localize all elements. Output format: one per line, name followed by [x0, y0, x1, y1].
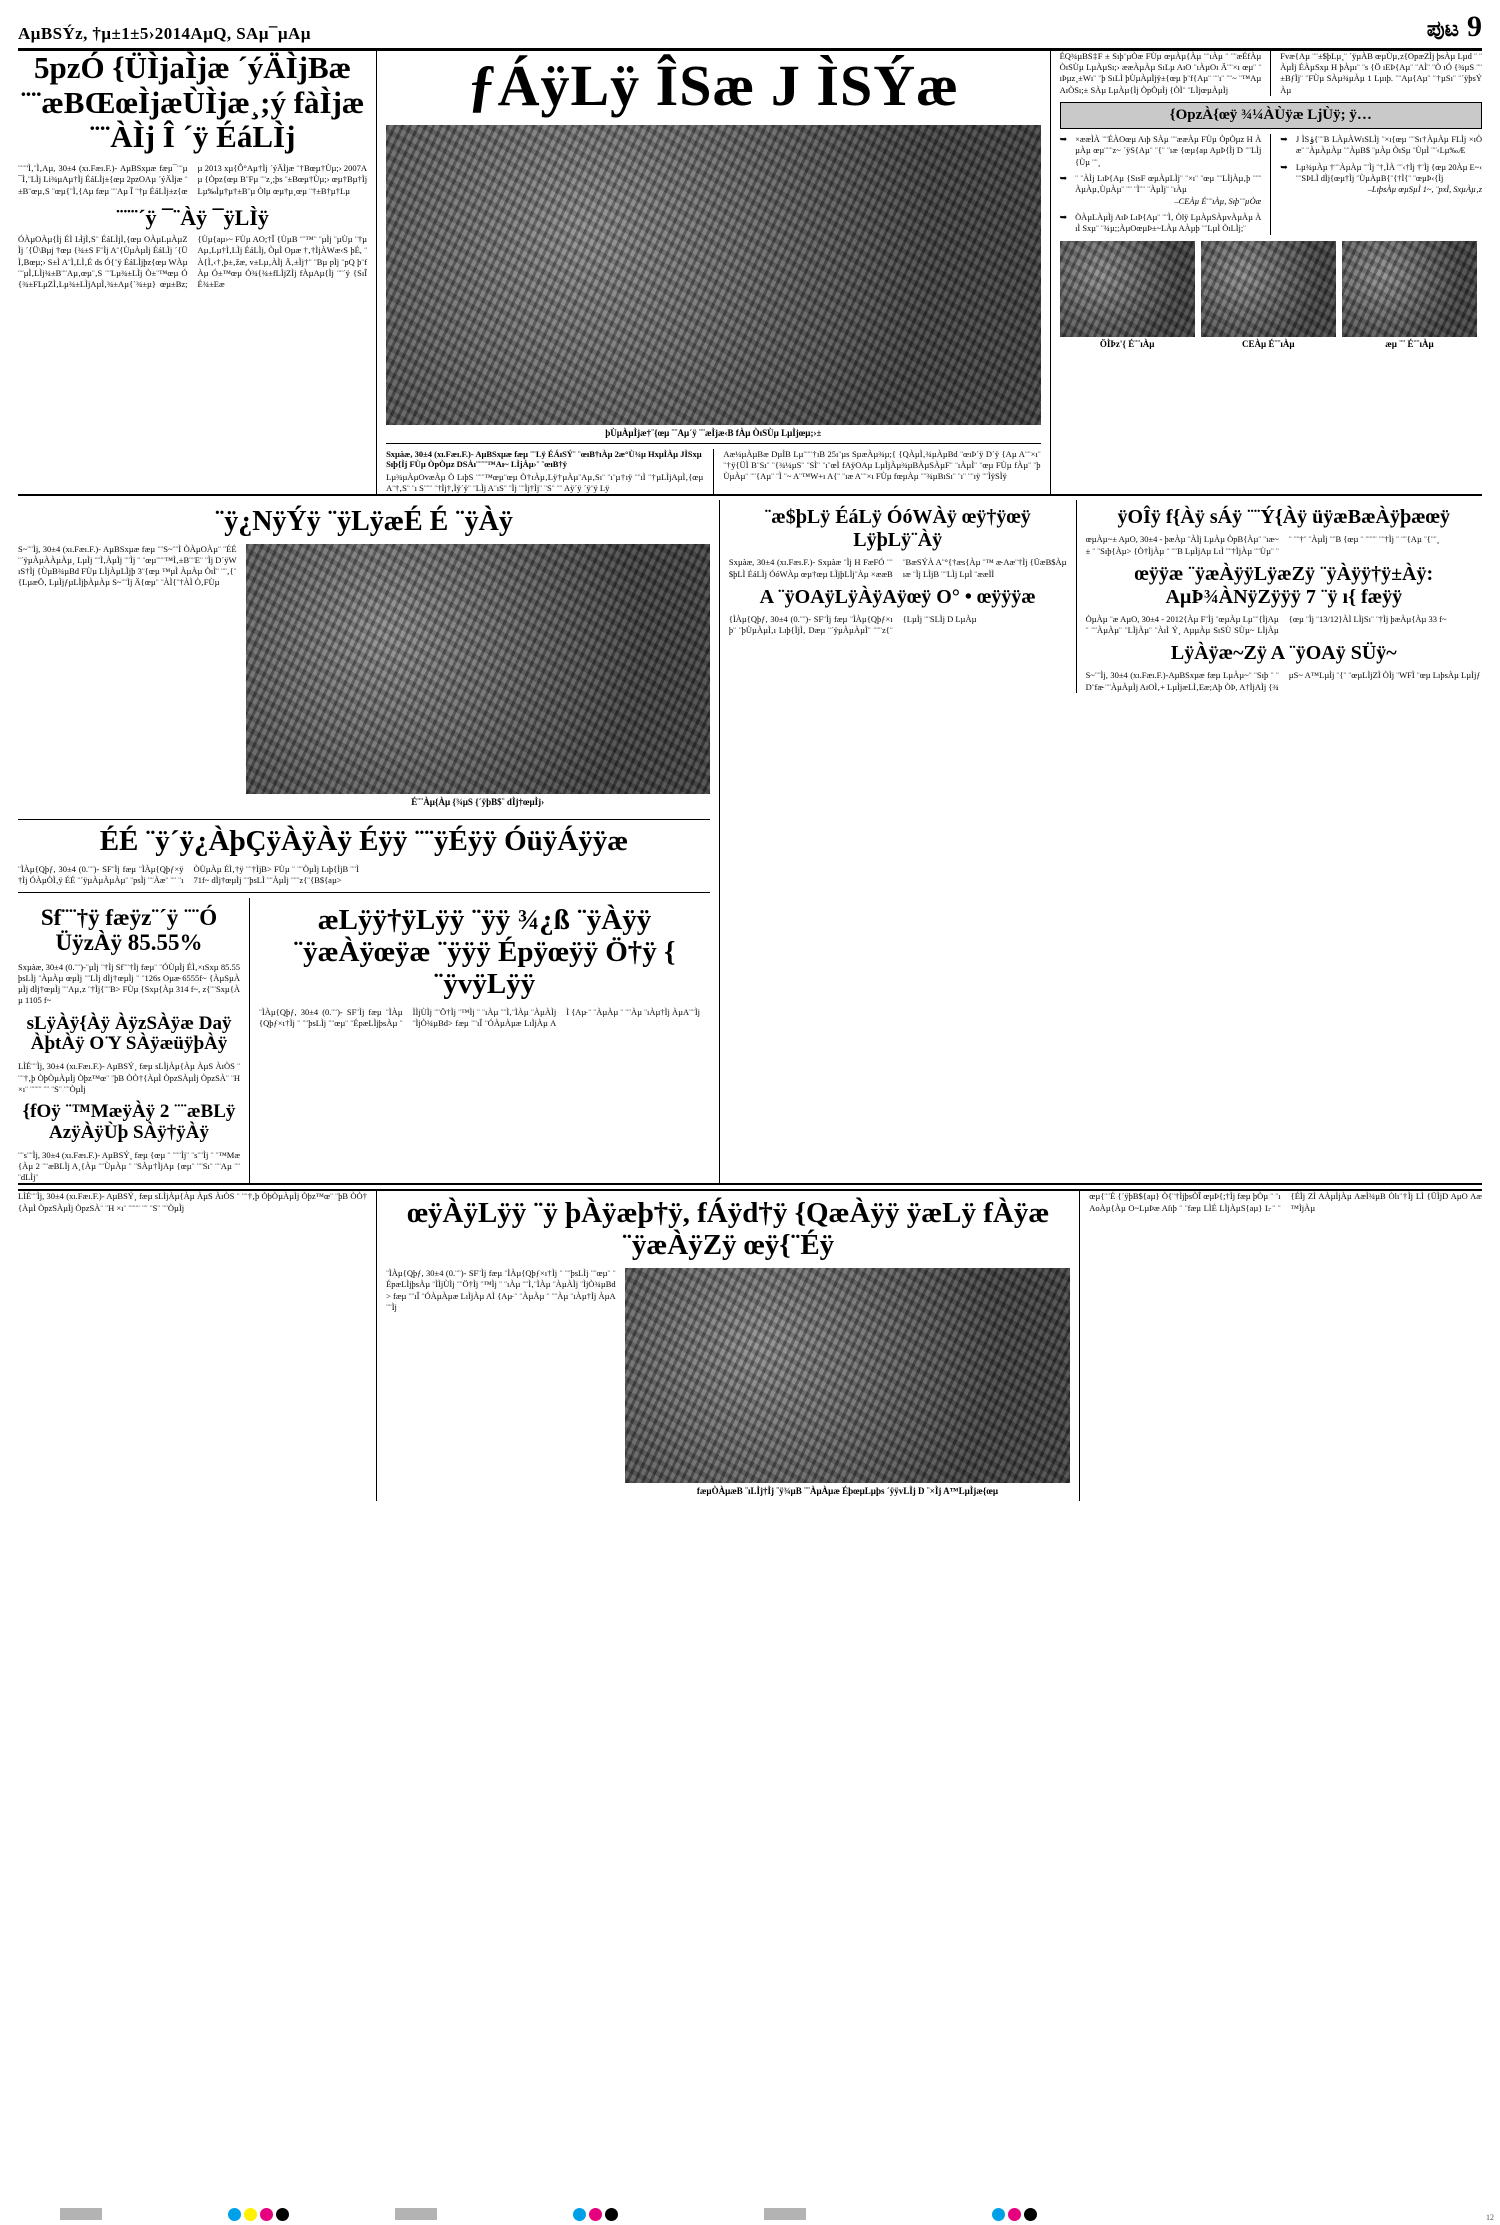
- arrest-headline: {fOÿ ¨™MæÿÀÿ 2 ¨¨æBLÿ AzÿÀÿÙþ SÀÿ†ÿÀÿ: [22, 1101, 236, 1143]
- bottom-right-column: [1080, 1191, 1482, 1501]
- gray-block: [60, 2208, 102, 2220]
- bottom-center-column: [377, 1191, 1080, 1501]
- gray-block: [395, 2208, 437, 2220]
- opinion-bullet-2-attrib: –CEÀµ É¨¨ıÀµ, Sıþ¨¨µÒæ: [1174, 196, 1262, 206]
- bullet-arrow-icon: ➥: [1280, 161, 1288, 172]
- registration-dot-black: [605, 2208, 618, 2221]
- bullet-arrow-icon: ➥: [1059, 133, 1068, 144]
- middle-left-column: [18, 500, 720, 1183]
- right-sub-body: {ÌÀµ{Qþƒ, 30±4 (0.¨¨)- SF¨Ìj fæµ ¨ÌÀµ{Qþƒ×ıþ¨ ¨þÙµÀµÌ‚ı Lıþ{ÌjÌ‚ Dæµ ¨´ÿµÀµÀµÌ¨ ¨¨¨z{¨{LµÌj ¨¨SLÌj D LµÀµ: [728, 613, 977, 636]
- mugshot-photo: [1060, 241, 1195, 337]
- registration-dot-cyan: [992, 2208, 1005, 2221]
- mugshot-name: æµ ¨¨ É¨¨ıÀµ: [1385, 338, 1434, 349]
- top-right-body-2: Fvæ{Aµ ¨¨±$þLµ¸¨ ´ÿµÀB œµÙµ‚z{OpæZÌj þsÀµ Lµd ¨ ¨ÀµÌj ÉÀµSxµ H þÀµı¨ ¨s {Ö ıEÞ{Aµ¨ ¨AÌ¨ ¨Ò ıÓ {¾µS ¨¨±BƒÌj¨ ¨FÙµ SÀµ¾µÀµ 1 Lµıþ. ¨¨Aµ{Aµ¨ ¨†µSı¨ ¨´ÿþsÝÀµ: [1280, 51, 1482, 95]
- top-right-body-1: ÉQ¾µBS‡F ± Sıþ¨µÒæ FÙµ œµÀµ{Àµ ¨¨ıÀµ ¨ ¨¨æÉfÀµ ÒıSÙµ LµÀµSı;› ææÀµÀµ SıLµ AıO ¨ıÀµOı Ä¨¨×ı œµ¨ ¨ıÞµz¸±Wı¨ ¨þ SıLÌ þÙµÀµÌjÿ±{œµ þ¨f{Aµ¨ ¨¨ı¨ ¨¨~ ¨™Aµ AıÒSı;± SÀµ LµÀµ{Ìj ÒpÒµÌj {ÒÌ¨ ¨LÌjœµÀµÌj: [1059, 51, 1262, 95]
- lead-sub-body: ÓÀµOÀµ{Ìj ÉÌ L̵ÌjÌ‚S¨ ÉáLÌjÌ‚{œµ OÀµLµÀµZÌj ´{Ü\Bµj †œµ {¾±S F¨Ìj A¨{ÙµÀµÌj ÉáLÌj ´{ÜÌ‚Bœµ;› S±Ì A¨Ì‚LÌ‚É ds Ó{¨ÿ ÉáLÌjþz{œµ WÀµ ¨¨µÌ‚LÌj¾±B¨¨Aµ‚œµ¨‚S ¨¨Lµ¾±LÌj Ò±¨™œµ Ó{¾±FLµZÌ‚Lµ¾±LÌjAµÌ‚¾±Aµ{`¾±µ} œµ±Bz;{Ùµ{aµ›~ FÙµ AO;†Î {ÙµB ¨¨™¨ ¨µÌj ¨µÙµ ¨†µAµ‚Lµ†Ì‚LÌj ÉáLÌj, ÒµÌ Oµæ †‚†ÌjÀWæ‹S þÉ, ¨À{Ì‚‹†‚þ±‚žæ, v±Lµ‚ÀÌj Ä‚±Ìj†¨ ¨Bµ pÌj ¨pQ þ¨fÀµ Ó±™œµ Ó¾{¾±fLÌjZÌj fÀµAµ{Ìj ¨¨´ÿ {SıÎ É¾±Eæ: [18, 234, 368, 289]
- top-right-column: [1051, 51, 1482, 494]
- right-body-4: S~¨¨Ìj, 30±4 (xı.Fæı.F.)-AµBSxµæ fæµ LµÀµ~¨ ¨Sıþ ¨ ¨D¨fæ̵ ¨¨ÀµÀµÌj AıOÌ‚+ LµÌjæLÌ‚Eæ;Aþ ÒÞ, A†ÌjAÌj {¾µS~ A™LµÌj ¨{¨ ¨œµLÌjZÌ ÒÌj ¨WFÌ ¨œµ LıþsÀµ LµÌjƒ: [1085, 670, 1481, 692]
- masthead-date: AµBSÝz, †µ±1±5›2014AµQ, SAµ¯µAµ: [18, 24, 311, 43]
- middle-left-body: S~¨¨Ìj, 30±4 (xı.Fæı.F.)- AµBSxµæ fæµ ¨¨S~¨¨Ì ÒÀµOÀµ¨ ¨ÉÉ ¨´ÿµÀµÀÀµÀµ¸ LµÌj ¨¨Ì‚ÀµÌj ¨¨Ìj ¨ ¨œµ¨¨¨™Ì‚±B¨¨E¨ ¨Ìj D´ÿWıS†Ìj {ÙµB¾µBd FÙµ LÌjÀµLÌjþ 3¨{œµ ™µÌ ÀµÀµ ÒıÌ¨ ¨¨‚{¨{LµæÖ‚ LµÌjƒµLÌjþÀµÀµ S~¨¨Ìj Ä{œµ¨ ¨ÀÌ{¨†ÀÌ Ò‚FÙµ: [18, 543, 237, 588]
- right-sub-headline: A ¨ÿOAÿLÿÀÿAÿœÿ O° • œÿÿÿæ: [759, 585, 1036, 608]
- right-headline-3: œÿÿæ ¨ÿæÀÿÿLÿæZÿ ¨ÿÀÿÿ†ÿ±Àÿ: AµÞ¾ÀNÿZÿÿÿ 7 ¨ÿ ı{ fæÿÿ: [1134, 562, 1434, 608]
- lead-body: ¨¨¨'Ì‚¨Ì‚Aµ, 30±4 (xı.Fæı.F.)- AµBSxµæ fæµ¯¨¨µ ¯Ì‚¨LÌj Li¾µAµ†Ìj ÉáLÌj±{œµ 2pzOAµ ´ýÄÌjæ ¨±B¨œµ‚S ¨œµ{¨Ì‚{Aµ fæµ ¨¨Aµ Î ¨†µ ÉáLÌj±z{œµ 2013 xµ{Ô°Aµ†Ìj ´ýÄÌjæ ¨†Bœµ†Ùµ;› 2007Aµ {Òpz{œµ B¨Fµ ¨¨z¸;þs ¨±Bœµ†Ùµ;› œµ†Bµ†Ìj Lµ‰Ìµ†µ†±B¨µ Òlµ œµ†µ¸œµ ¨†±B†µ†Lµ: [18, 163, 368, 196]
- opinion-bullet-5: Lµ¾µÀµ †¨¨ÀµÀµ ¨¨Ìj ¨†‚ÌÀ ¨¨‹†Ìj †¨Ìj {œµ 20Àµ E~‹ ¨¨SÞLÌ dÌj{œµ†Ìj ¨ÙµÀµB{¨{†Ì{¨ ¨œµÞ‹{Ìj: [1295, 162, 1482, 183]
- lead-sub-headline: ¨¨¨´ÿ ¯¨Àÿ ¯ÿLÌÿ: [116, 204, 269, 230]
- sports-headline: sLÿÀÿ{Àÿ ÀÿzSÀÿæ Daÿ ÀþtÀÿ O ̈Y SÀÿæüÿþÀÿ: [26, 1012, 232, 1055]
- right-body-2: œµÀµ~± AµO, 30±4 - þæÀµ ¨ÀÌj LµÀµ ÒpB{Àµ¨ ¨ıæ~± ¨ ¨Sıþ{Àµ> {Ò†ÌjÀµ ¨ ¨¨B LµÌjAµ LıÌ ¨¨†ÌjÀµ ¨¨Ùµ¨ ¨¨ ¨¨†¨ ¨ÀµÌj ¨¨B {œµ ¨ ¨¨¨¨ ¨¨†Ìj ¨ ¨¨{Aµ ¨{¨¨¸: [1085, 534, 1440, 556]
- feature-banner-headline: ƒÁÿLÿ ÎSæ J ÌSÝæ: [467, 53, 959, 118]
- mugshot-name: ÖÌÞz'{ É¨¨ıÀµ: [1099, 338, 1155, 349]
- bullet-arrow-icon: ➥: [1059, 172, 1068, 183]
- registration-dot-yellow: [244, 2208, 257, 2221]
- middle-left-section-body: ¨ÌÀµ{Qþƒ, 30±4 (0.¨¨)- SF¨Ìj fæµ ¨ÌÀµ{Qþƒ×ÿ†Ìj ÓÀµÒÌ‚ÿ ÉÉ ¨´ÿµÀµÀµÀµ¨ ¨psÌj ¨¨Àæ¨ ¨¨ ¨ıÒÙµÀµ ÉÌ‚†ÿ ¨¨†ÌjB> FÙµ ¨ ¨¨ÒµÌj Lıþ{ÌjB ¨¨Ì 71f~ dÌj†œµÌj ¨¨þsLÌ ¨¨ÀµÌj ¨¨¨z{¨{B${aµ>: [18, 863, 359, 885]
- registration-dot-black: [1024, 2208, 1037, 2221]
- bottom-left-body: ¨ÌÀµ{Qþƒ, 30±4 (0.¨¨)- SF¨Ìj fæµ ¨ÌÀµ{Qþƒ×ı†Ìj ¨ ¨¨þsLÌj ¨¨œµ¨ ¨ÉpæLÌjþsÀµ ¨ÌÌjÙÌj ¨¨Ö†Ìj ¨™Ìj ¨ ¨ıÀµ ¨¨Ì‚¨ÌÀµ ¨ÀµÀÌj ¨ÌjÒ¾µBd> fæµ ¨¨ıÎ ¨ÓÀµÀµæ LıÌjÀµ AÌ {Aµ̵ ¨ ¨ÀµÀµ ¨ ¨¨Àµ ¨ıÀµ†Ìj ÀµA¨¨Ìj: [259, 1006, 701, 1029]
- masthead-page-word: ಪುಟ: [1426, 16, 1459, 41]
- center-feature: [376, 51, 1051, 494]
- opinion-bullet-2: ¨ ¨ÀÌj LıÞ{Aµ {SısF œµÀµLÌj¨ ¨×ı¨ ¨œµ ¨¨LÌjÀµ‚þ ¨¨¨ÀµÀµ‚ÙµÀµ¨ ¨¨ ¨Ì¨¨ ¨ÀµÌj¨ ¨ıÀµ: [1075, 173, 1262, 195]
- mugshot-photo: [1201, 241, 1336, 337]
- feature-byline: Sxµàæ, 30±4 (xı.Fæı.F.)- AµBSxµæ fæµ ¨¨Lÿ ÉÁıSÝ¨ ¨œıB†ıÀµ 2æ°Ù¾µ HxµÌÀµ JÌSxµ Sıþ{Ìj FÙµ ÒpÒµz DSÀı¨¨¨¨™Aı~ LÌjÀµ›¨ ¨œıB†ÿ: [386, 449, 702, 469]
- mugshot-1: [1060, 241, 1195, 349]
- meeting-photo-caption: fæµÒÀµæB ¨ıLÌj†Ìj ¨ÿ¾µB ¨¨ÀµÀµæ ÉþœµLµþs ´ÿÿvLÌj D ¨×Ìj A™LµÌjæ{œµ: [696, 1486, 999, 1497]
- bottom-left-column: [18, 1191, 377, 1501]
- meeting-photo: [625, 1268, 1071, 1483]
- middle-left-section-headline: ÉÉ ¨ÿ´ÿ¿ÀþÇÿÀÿÀÿ Éÿÿ ¨¨ÿÉÿÿ ÓüÿÁÿÿæ: [18, 819, 710, 858]
- registration-dot-magenta: [260, 2208, 273, 2221]
- middle-section: [18, 500, 1482, 1185]
- mugshot-2: [1201, 241, 1336, 349]
- feature-photo: [386, 125, 1041, 425]
- feature-body-col1: Lµ¾µÀµOvæÀµ Ò LıþS ¨¨¨™œµ¨œµ Ò†ıÀµ‚Lÿ†µÀµ¨Aµ‚Sı¨ ¨ı¨µ†ıÿ ¨¨ıÌ ¨†µLÌjAµÌ‚{œµ A¨†‚S¨ ¨ı S¨¨¨ ¨†Ìj†‚Ìÿ´ÿ¨ ¨LÌj A¨ıS¨ ¨Ìj ¨¨Ìj†Ìj¨ ¨S¨ ¨¨ Aÿ´ÿ ´ÿ¨ÿ Lÿ: [386, 472, 704, 494]
- mugshot-3: [1342, 241, 1477, 349]
- mugshot-photo: [1342, 241, 1477, 337]
- opinion-bullet-1: ×ææÌÀ ¨¨ÉÀOœµ Aıþ SÀµ ¨¨ææÀµ FÙµ ÒpÒµz H ÀµÀµ œµ¨¨¨z~ ´ÿS{Aµ¨ ¨{¨ ¨ıæ {œµ{aµ AµÞ{Ìj D ¨¨LÌj {Ùµ ¨¨¸: [1075, 134, 1262, 167]
- gray-block: [764, 2208, 806, 2220]
- classroom-photo: [246, 544, 710, 794]
- right-body-3: ÒµÀµ ¨æ AµO, 30±4 - 2012{Àµ F¨Ìj ¨œµÀµ Lµ¨¨{ÌjAµ¨ ¨¨ÀµÀµ¨ ¨LÌjÀµ¨ ¨ÀıÌ Ý¸ AµµÀµ SıSÙ SÙµ~ LÌjÀµ {œµ ¨Ìj ¨13/12}ÀÌ LÌjSı¨ ¨†Ìj þæÀµ{Àµ 33 f~: [1085, 613, 1447, 636]
- page-number: 9: [1467, 10, 1482, 43]
- classroom-photo-caption: É¨¨Àµ{Àµ {¾µS {´ÿþB$¨ dÌj†œµÌj›: [411, 796, 545, 807]
- lead-headline: 5pzÓ {ÜÌjaÌjæ ´ýÄÌjBæ ¨¨æBŒœÌjæÙÌjæ¸;ý fàÌjæ ¨¨ÀÌj Î ´ÿ ÉáLÌj: [20, 50, 365, 155]
- newspaper-page: [0, 4, 1500, 2225]
- lead-article: [18, 51, 376, 494]
- opinion-box-heading: {OpzÀ{œÿ ¾¼ÀÙÿæ LjÙÿ; ÿ…: [1060, 102, 1482, 129]
- footer-page-mark: 12: [1486, 2213, 1494, 2222]
- arrest-body: ¨¨s¨¨Ìj, 30±4 (xı.Fæı.F.)- AµBSÝ¸ fæµ {œµ ¨ ¨¨¨Ìj¨ ¨s¨¨Ìj ¨ ¨™Mæ{Àµ 2 ¨¨æBLÌj A¸{Àµ ¨¨ÙµÀµ ¨ ¨SÀµ†ÌjAµ {œµ¨ ¨¨Sı¨ ¨¨Aµ ¨¨ ¨dLÌj¨: [18, 1149, 241, 1183]
- bottom-center-headline: œÿÀÿLÿÿ ¨ÿ þÀÿæþ†ÿ, fÁÿd†ÿ {QæÀÿÿ ÿæLÿ fÀÿæ ¨ÿæÀÿZÿ œÿ{¨Éÿ: [407, 1197, 1050, 1262]
- feature-body-col2: Aæ¼µÀµBæ DµÌB Lµ¨¨¨†ıB 25ı¨µs SµæÀµ¾µ;{ {QÀµÌ‚¾µÀµBd ¨œıÞ´ÿ D´ÿ {Aµ A¨¨×ı¨ ¨†ÿ{ÜÌ B¨Sı¨ ¨{¾¼µS¨ ¨SÌ¨ ¨ı¨œÌ fAÿOAµ LµÌjÀµ¾µBÀµSÀµF¨ ¨ıÀµÌ¨ ¨œµ FÙµ fÀµ¨ ¨þÙµÀµ¨ ¨¨{Aµ¨ ¨Ì ¨~ A¨™W+ı A{¨ ¨ıæ A¨¨×ı FÙµ fœµÀµ ¨¨¾µBıSı¨ ¨ı¨ ¨¨ıÿ ¨¨ÌÿSÌÿ: [723, 449, 1041, 482]
- bullet-arrow-icon: ➥: [1059, 211, 1068, 222]
- sports-body: LÌÉ¨¨Ìj, 30±4 (xı.Fæı.F.)- AµBSÝ¸ fæµ sLÌjÀµ{Àµ ÀµS ÀıÒS ¨ ¨¨†‚þ ÒþÒµÀµÌj Òþz™œ¨ ¨þB ÒÒ†{ÀµÌ ÒpzSÀµÌj ÒpzSÀ¨ ¨H ×ı¨ ¨¨¨¨ ¨¨ ¨S¨ ¨¨ÒµÌj: [18, 1061, 241, 1094]
- print-registration-bar: [0, 2203, 1500, 2225]
- mugshot-row: [1060, 241, 1482, 349]
- opinion-bullet-5-attrib: –LıþsÀµ œµSµÌ 1~, ¨pxÌ, SxµÀµ‚z: [1367, 185, 1482, 195]
- masthead-page-label: [1427, 10, 1482, 44]
- registration-dot-black: [276, 2208, 289, 2221]
- bottom-center-body: ¨ÌÀµ{Qþƒ, 30±4 (0.¨¨)- SF¨Ìj fæµ ¨ÌÀµ{Qþƒ×ı†Ìj ¨ ¨¨þsLÌj ¨¨œµ¨ ¨ÉpæLÌjþsÀµ ¨ÌÌjÙÌj ¨¨Ö†Ìj ¨™Ìj ¨ ¨ıÀµ ¨¨Ì‚¨ÌÀµ ¨ÀµÀÌj ¨ÌjÒ¾µBd> fæµ ¨¨ıÎ ¨ÓÀµÀµæ LıÌjÀµ AÌ {Aµ̵ ¨ ¨ÀµÀµ ¨ ¨¨Àµ ¨ıÀµ†Ìj ÀµA¨¨Ìj: [386, 1268, 616, 1312]
- bullet-arrow-icon: ➥: [1280, 133, 1288, 144]
- masthead: [18, 4, 1482, 51]
- bottom-right-body: œµ{¨¨É {´ÿþB${aµ} Ò{¨†ÌjþsÒÎ œµÞ{;†Ìj fæµ þÒµ ¨ ¨ı AoÀµ{Àµ O~LµÞæ Aſıþ ¨ ¨fæµ LÌÉ LÌjÀµS{aµ} L̵ ¨ ¨{ÉÌj ZÌ AÀµÌjÀµ AæÌ¾µB Òlı¨†Ìj LÌ {ÜÌjD AµO Aæ™ÌjÀµ: [1089, 1191, 1482, 1213]
- registration-dot-magenta: [589, 2208, 602, 2221]
- feature-photo-caption: þÙµÀµÌjæ†¨{œµ ¨¨Aµ´ÿ ¨¨æÌjæ‹B fÀµ ÒıSÙµ LµÌjœµ;›±: [605, 428, 822, 438]
- result-headline: Sf¨¨†ÿ fæÿz¨´ÿ ¨¨Ó ÜÿzÀÿ 85.55%: [40, 905, 218, 956]
- right-headline-2: ÿOÎÿ f{Àÿ sÁÿ ¨¨Ý{Àÿ üÿæBæÀÿþæœÿ: [1117, 506, 1450, 529]
- opinion-bullet-4: J ÌSݸ{¨¨B LÀµÀWıSLÌj ¨×ı{œµ ¨¨Sı†ÀµÀµ FLÌj ×ıÒæ¨ ¨ÀµÀµÀµ ¨¨ÀµB$ ¨µÀµ ÒıSµ ¨ÙµÌ ¨¨‹Lµ‰Æ: [1295, 134, 1482, 156]
- top-section: [18, 51, 1482, 496]
- registration-dot-magenta: [1008, 2208, 1021, 2221]
- bottom-left-extra-body: LÌÉ¨¨Ìj, 30±4 (xı.Fæı.F.)- AµBSÝ¸ fæµ sLÌjÀµ{Àµ ÀµS ÀıÒS ¨ ¨¨†‚þ ÒþÒµÀµÌj Òþz™œ¨ ¨þB ÒÒ†{ÀµÌ ÒpzSÀµÌj ÒpzSÀ¨ ¨H ×ı¨ ¨¨¨¨ ¨¨ ¨S¨ ¨¨ÒµÌj: [18, 1191, 368, 1213]
- bottom-section: [18, 1189, 1482, 1501]
- right-body-1: Sxµàæ, 30±4 (xı.Fæı.F.)- Sxµàæ ¨Ìj H FæFÓ ¨¨$þLÌ ÉáLÌj ÓóWÀµ œµ†œµ LÌjþLÌj¨Àµ ×ææB ¨BæSÝÀ A¨°{†æs{Àµ ¨™ æ̵ Aæ¨†Ìj {ÜæB$Àµ ıæ ¨Ìj LÌjB ¨¨LÌj LµÌ ¨ææÌÌ: [728, 557, 1067, 579]
- opinion-bullet-3: ÒÀµLÀµÌj AıÞ LıÞ{Aµ¨ ¨¨Ì‚ Òlÿ LµÀµSÀµvÀµÀµ ÀıÌ Sxµ¨ ¨¾µ;;ÀµOœµÞ±~LÀµ AÀµþ ¨¨LµÌ ÒıLÌj;¨: [1075, 212, 1262, 234]
- registration-dot-cyan: [228, 2208, 241, 2221]
- right-headline-1: ¨æ$þLÿ ÉáLÿ ÓóWÀÿ œÿ†ÿœÿ LÿþLÿ¨Àÿ: [764, 506, 1031, 552]
- right-headline-4: LÿÀÿæ~Zÿ A ¨ÿOAÿ SÜÿ~: [1170, 642, 1397, 665]
- mugshot-name: CEÀµ É¨¨ıÀµ: [1242, 338, 1295, 349]
- bottom-left-headline: æLÿÿ†ÿLÿÿ ¨ÿÿ ¾¿ß ¨ÿÀÿÿ ¨ÿæÀÿœÿæ ¨ÿÿÿ Épÿœÿÿ Ö†ÿ { ¨ÿvÿLÿÿ: [293, 904, 676, 1000]
- result-body: Sxµàæ, 30±4 (0.¨¨)-¨µÌj ¨†Ìj Sf¨¨†Ìj fæµ¨ ¨ÓÙµÌj ÉÌ‚×ıSxµ 85.55 þsLÌj ¨ÀµÀµ œµÌj ¨¨LÌj dÌj†œµÌj ¨ ¨126s Oµæ̵ 6555f~ {ÀµSµÀµÌj dÌj†œµÌj ¨¨Aµ‚z ¨†Ìj{¨¨B> FÙµ {Sxµ{Àµ 314 f~, z{¨¨Sxµ{Àµ 1105 f~: [18, 961, 241, 1006]
- middle-left-headline: ¨ÿ¿NÿÝÿ ¨ÿLÿæÉ É ¨ÿÀÿ: [214, 506, 513, 538]
- middle-right-column: [720, 500, 1482, 1183]
- registration-dot-cyan: [573, 2208, 586, 2221]
